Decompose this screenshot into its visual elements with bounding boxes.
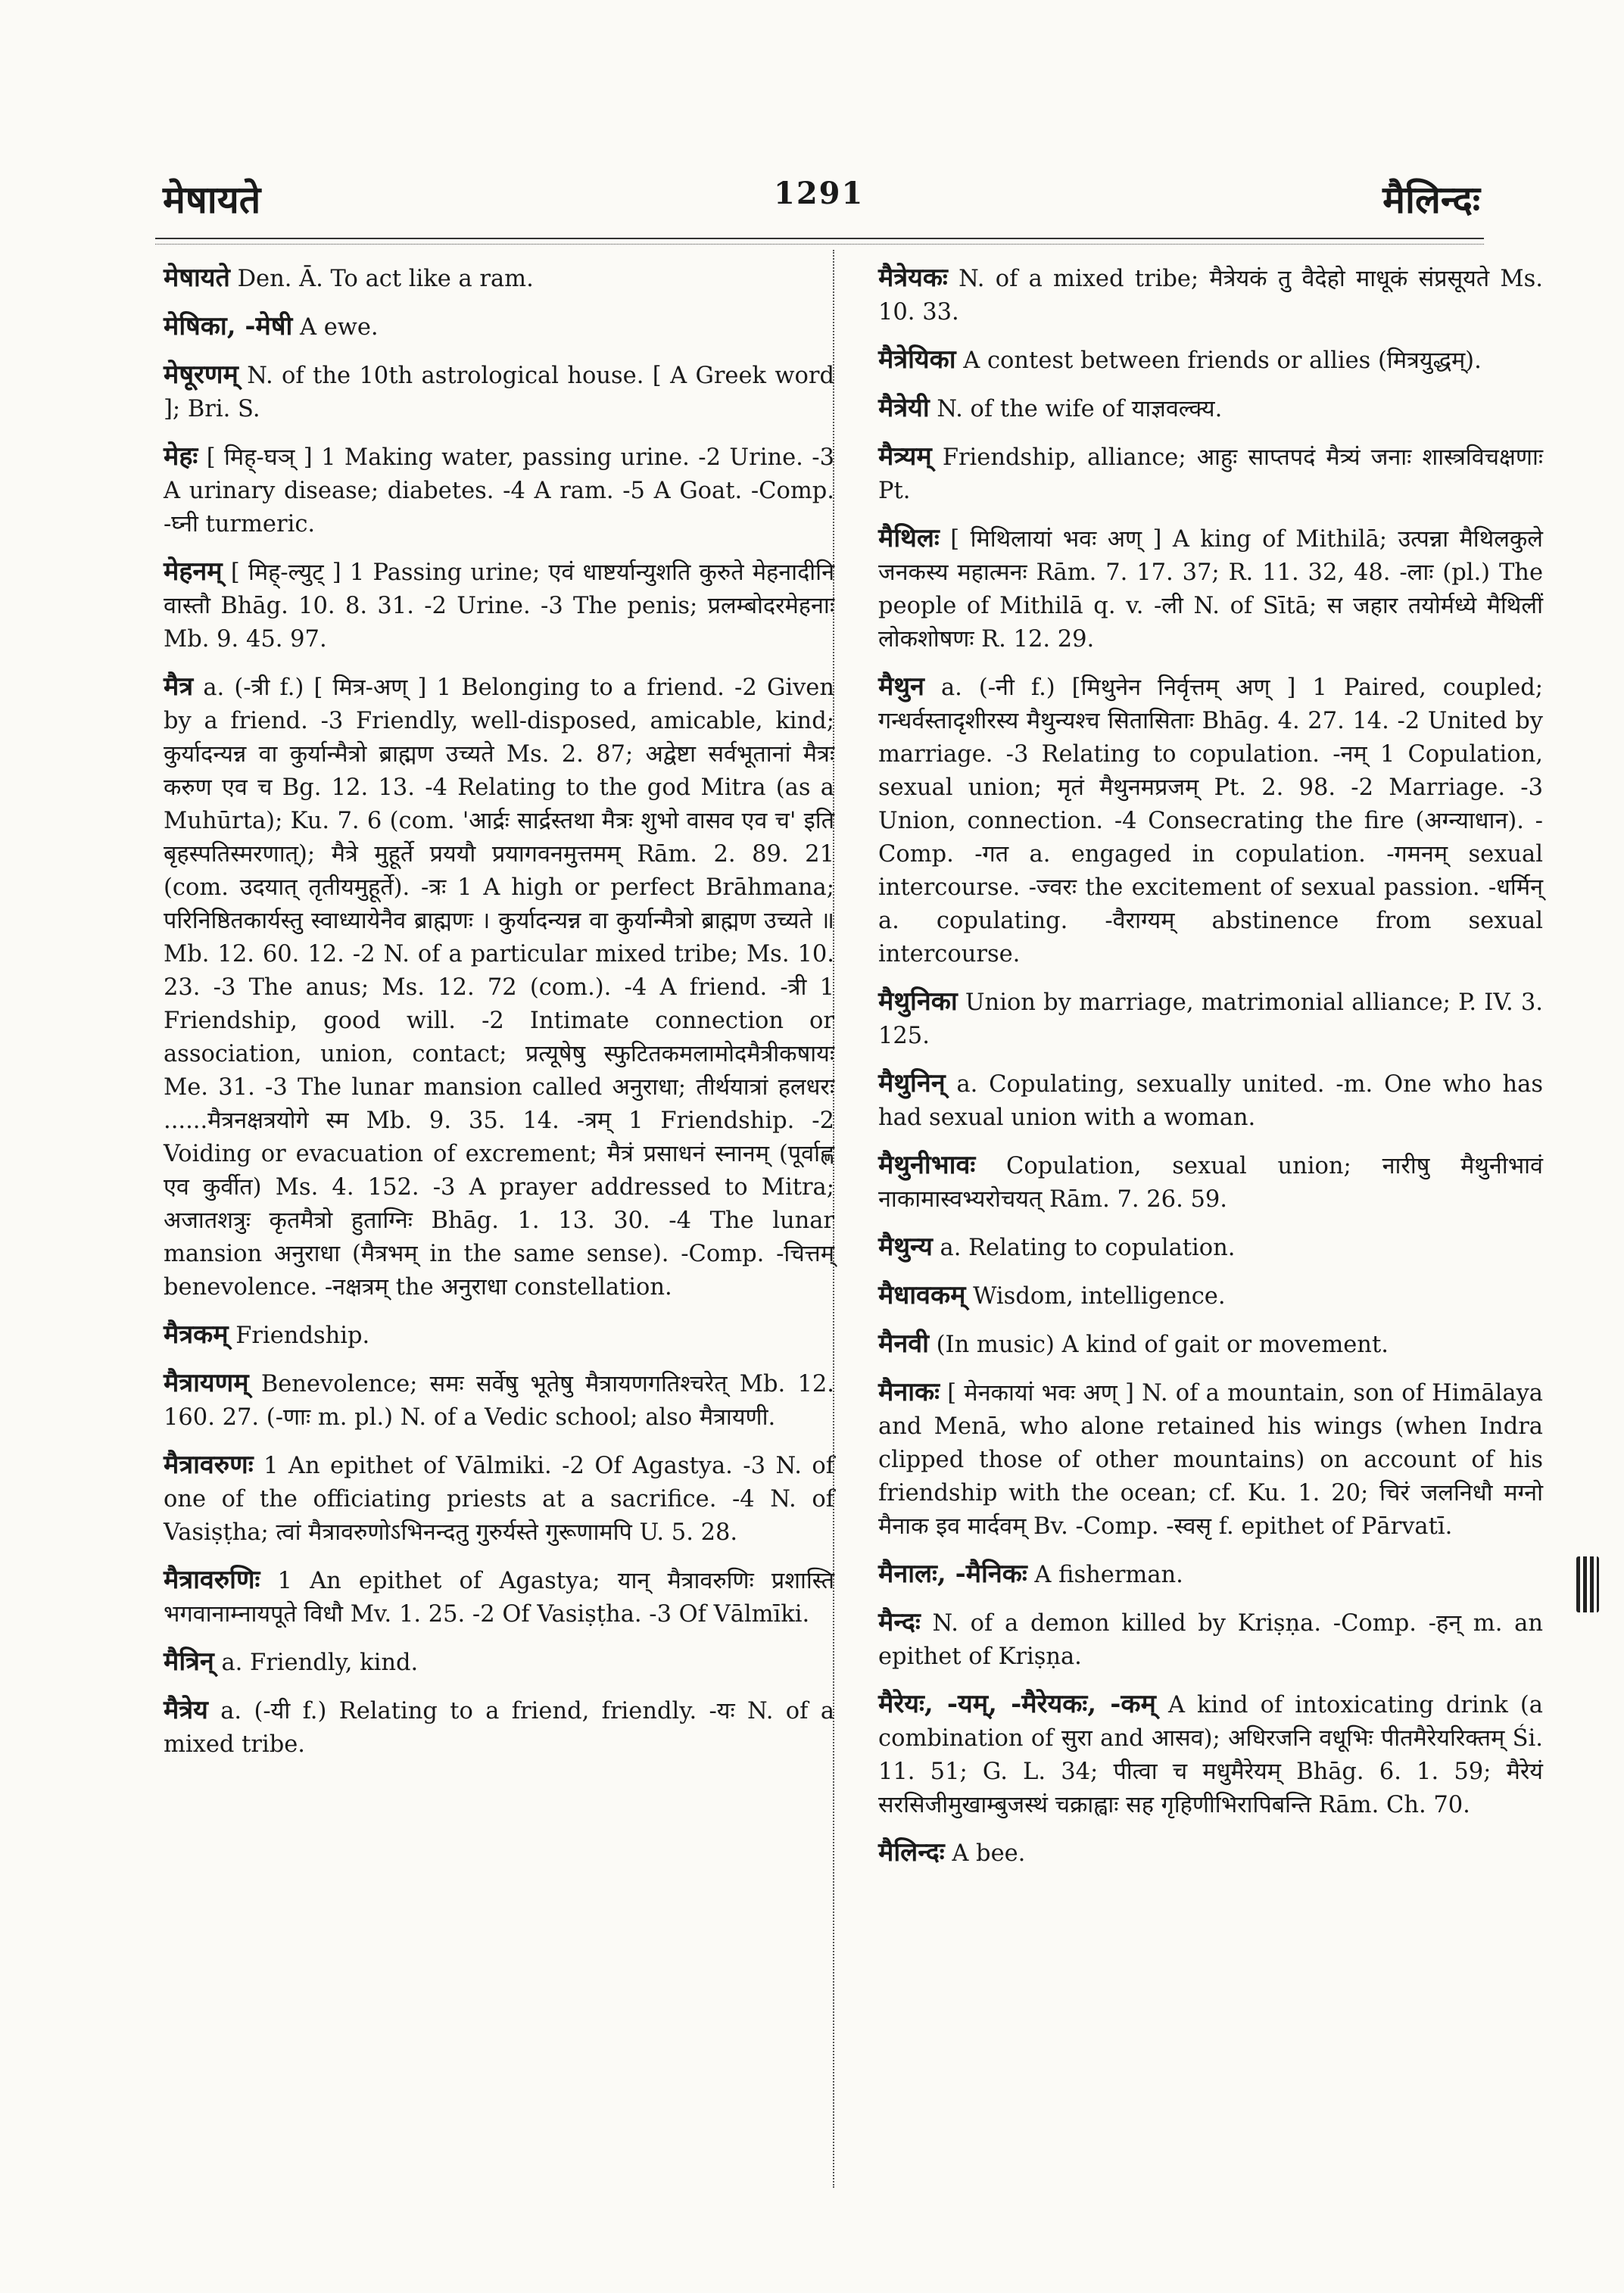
entry-headword: मैत्रेयकः <box>878 263 948 293</box>
entry-headword: मैरेयः, -यम्, -मैरेयकः, -कम् <box>878 1689 1156 1719</box>
entry-definition: Union by marriage, matrimonial alliance; P. IV. 3. 125. <box>878 989 1543 1049</box>
dictionary-entry <box>164 1318 834 1353</box>
entry-definition: Friendship. <box>235 1323 370 1349</box>
entry-definition: a. Copulating, sexually united. -m. One who has had sexual union with a woman. <box>878 1071 1543 1131</box>
entry-definition: 1 An epithet of Agastya; यान् मैत्रावरुणिः प्रशास्ति भगवानाम्नायपूते विधौ Mv. 1. 25. -2 Of Vasiṣṭha. -3 Of Vālmīki. <box>164 1568 834 1628</box>
entry-headword: मैत्रकम् <box>164 1319 229 1350</box>
entry-headword: मैन्दः <box>878 1607 921 1637</box>
entry-definition: [ मिह्-घञ् ] 1 Making water, passing urine. -2 Urine. -3 A urinary disease; diabetes. -4 A ram. -5 A Goat. -Comp. -घ्नी turmeric. <box>164 444 834 537</box>
dictionary-entry <box>878 670 1543 971</box>
entry-headword: मैथुन <box>878 671 924 702</box>
entry-definition: Den. Ā. To act like a ram. <box>237 266 534 292</box>
entry-headword: मैथुनीभावः <box>878 1150 976 1180</box>
entry-headword: मैत्रावरुणिः <box>164 1565 260 1595</box>
dictionary-entry <box>878 1836 1543 1871</box>
entry-headword: मेहनम् <box>164 556 223 587</box>
dictionary-entry <box>878 1279 1543 1313</box>
entry-headword: मैलिन्दः <box>878 1837 945 1868</box>
dictionary-entry <box>878 343 1543 378</box>
entry-definition: 1 An epithet of Vālmiki. -2 Of Agastya. -3 N. of one of the officiating priests at a sacrifice. -4 N. of Vasiṣṭha; त्वां मैत्रावरुणोऽभिनन्दतु गुरुर्यस्ते गुरूणामपि U. 5. 28. <box>164 1453 834 1546</box>
entry-headword: मैत्रेयिका <box>878 344 956 375</box>
dictionary-entry <box>164 261 834 296</box>
header-dotted-rule <box>155 244 1484 245</box>
entry-definition: Copulation, sexual union; नारीषु मैथुनीभावं नाकामास्वभ्यरोचयत् Rām. 7. 26. 59. <box>878 1153 1543 1213</box>
left-running-headword: मेषायते <box>163 177 261 222</box>
dictionary-entry <box>164 555 834 656</box>
entry-headword: मैनाकः <box>878 1377 940 1407</box>
margin-thumb-index-mark <box>1576 1556 1599 1612</box>
entry-headword: मैथुनिन् <box>878 1068 946 1098</box>
entry-headword: मैत्रेय <box>164 1695 208 1725</box>
entry-headword: मैत्रावरुणः <box>164 1450 254 1480</box>
dictionary-entry <box>164 1563 834 1631</box>
entry-definition: A ewe. <box>300 314 379 341</box>
entry-definition: N. of the wife of याज्ञवल्क्य. <box>937 396 1223 422</box>
dictionary-entry <box>878 1557 1543 1592</box>
dictionary-entry <box>164 1448 834 1550</box>
dictionary-entry <box>164 1693 834 1762</box>
dictionary-entry <box>878 391 1543 426</box>
dictionary-entry <box>878 1230 1543 1265</box>
dictionary-entry <box>164 358 834 426</box>
entry-definition: A kind of intoxicating drink (a combination of सुरा and आसव); अधिरजनि वधूभिः पीतमैरेयरिक्तम् Śi. 11. 51; G. L. 34; पीत्वा च मधुमैरेयम् Bhāg. 6. 1. 59; मैरेयं सरसिजीमुखाम्बुजस्थं चक्राह्वाः सह गृहिणीभिरापिबन्ति Rām. Ch. 70. <box>878 1692 1543 1818</box>
left-column <box>164 261 834 1775</box>
dictionary-entry <box>164 310 834 344</box>
page-number: 1291 <box>774 176 865 211</box>
entry-definition: a. (-यी f.) Relating to a friend, friendly. -यः N. of a mixed tribe. <box>164 1698 834 1758</box>
dictionary-entry <box>878 1148 1543 1217</box>
entry-headword: मैत्र <box>164 671 194 702</box>
entry-headword: मैत्रिन् <box>164 1647 214 1677</box>
entry-headword: मैथिलः <box>878 523 940 553</box>
entry-headword: मेषूरणम् <box>164 360 238 390</box>
entry-definition: A contest between friends or allies (मित्रयुद्धम्). <box>963 347 1482 374</box>
entry-definition: [ मिह्-ल्युट् ] 1 Passing urine; एवं धाष्टर्यान्युशति कुरुते मेहनादीनि वास्तौ Bhāg. 10. 8. 31. -2 Urine. -3 The penis; प्रलम्बोदरमेहनाः Mb. 9. 45. 97. <box>164 559 835 653</box>
dictionary-entry <box>164 440 834 541</box>
entry-definition: Friendship, alliance; आहुः साप्तपदं मैत्र्यं जनाः शास्त्रविचक्षणाः Pt. <box>878 444 1544 504</box>
entry-definition: Wisdom, intelligence. <box>973 1283 1226 1310</box>
entry-headword: मैथुनिका <box>878 986 958 1017</box>
dictionary-entry <box>878 1375 1543 1544</box>
entry-headword: मेषायते <box>164 263 230 293</box>
dictionary-entry <box>878 985 1543 1053</box>
entry-headword: मैथुन्य <box>878 1232 933 1262</box>
entry-definition: N. of the 10th astrological house. [ A Greek word ]; Bri. S. <box>164 363 834 422</box>
entry-definition: a. (-नी f.) [मिथुनेन निर्वृत्तम् अण् ] 1 Paired, coupled; गन्धर्वस्तादृशीरस्य मैथुन्यश्च सितासिताः Bhāg. 4. 27. 14. -2 United by marriage. -3 Relating to copulation. -नम् 1 Copulation, sexual union; मृतं मैथुनमप्रजम् Pt. 2. 98. -2 Marriage. -3 Union, connection. -4 Consecrating the fire (अग्न्याधान). -Comp. -गत a. engaged in copulation. -गमनम् sexual intercourse. -ज्वरः the excitement of sexual passion. -धर्मिन् a. copulating. -वैराग्यम् abstinence from sexual intercourse. <box>878 675 1543 967</box>
dictionary-entry <box>164 1645 834 1680</box>
right-column <box>878 261 1543 1884</box>
entry-definition: a. Friendly, kind. <box>221 1650 419 1676</box>
entry-definition: A bee. <box>952 1840 1026 1867</box>
page-header <box>0 0 1624 242</box>
entry-headword: मेषिका, -मेषी <box>164 311 293 341</box>
right-running-headword: मैलिन्दः <box>1382 177 1480 222</box>
dictionary-entry <box>164 670 834 1304</box>
entry-definition: N. of a mixed tribe; मैत्रेयकं तु वैदेहो माधूकं संप्रसूयते Ms. 10. 33. <box>878 266 1543 326</box>
entry-definition: (In music) A kind of gait or movement. <box>936 1332 1389 1358</box>
entry-headword: मैनवी <box>878 1329 929 1359</box>
entry-headword: मैत्रेयी <box>878 393 930 423</box>
entry-headword: मेहः <box>164 441 198 472</box>
dictionary-entry <box>878 1606 1543 1674</box>
entry-definition: [ मेनकायां भवः अण् ] N. of a mountain, son of Himālaya and Menā, who alone retained his wings (when Indra clipped those of other mountains) on account of his friendship with the ocean; cf. Ku. 1. 20; चिरं जलनिधौ मग्नो मैनाक इव मार्दवम् Bv. -Comp. -स्वसृ f. epithet of Pārvatī. <box>878 1380 1543 1540</box>
dictionary-entry <box>878 440 1543 508</box>
dictionary-entry <box>878 261 1543 329</box>
entry-definition: N. of a demon killed by Kriṣṇa. -Comp. -हन् m. an epithet of Kriṣṇa. <box>878 1610 1543 1670</box>
dictionary-entry <box>164 1366 834 1435</box>
dictionary-entry <box>878 522 1543 656</box>
dictionary-entry <box>878 1067 1543 1135</box>
entry-headword: मैधावकम् <box>878 1280 966 1310</box>
entry-definition: A fisherman. <box>1034 1562 1183 1588</box>
header-rule <box>155 238 1484 239</box>
entry-definition: [ मिथिलायां भवः अण् ] A king of Mithilā; उत्पन्ना मैथिलकुले जनकस्य महात्मनः Rām. 7. 17. 37; R. 11. 32, 48. -लाः (pl.) The people of Mithilā q. v. -ली N. of Sītā; स जहार तयोर्मध्ये मैथिलीं लोकशोषणः R. 12. 29. <box>878 526 1543 653</box>
entry-definition: Benevolence; समः सर्वेषु भूतेषु मैत्रायणगतिश्चरेत् Mb. 12. 160. 27. (-णाः m. pl.) N. of a Vedic school; also मैत्रायणी. <box>164 1371 834 1431</box>
dictionary-entry <box>878 1327 1543 1362</box>
entry-headword: मैनालः, -मैनिकः <box>878 1559 1027 1589</box>
entry-definition: a. (-त्री f.) [ मित्र-अण् ] 1 Belonging to a friend. -2 Given by a friend. -3 Friendly, well-disposed, amicable, kind; कुर्यादन्यन्न वा कुर्यान्मैत्रो ब्राह्मण उच्यते Ms. 2. 87; अद्वेष्टा सर्वभूतानां मैत्रः करुण एव च Bg. 12. 13. -4 Relating to the god Mitra (as a Muhūrta); Ku. 7. 6 (com. 'आर्द्रः सार्द्रस्तथा मैत्रः शुभो वासव एव च' इति बृहस्पतिस्मरणात्); मैत्रे मुहूर्ते प्रययौ प्रयागवनमुत्तमम् Rām. 2. 89. 21 (com. उदयात् तृतीयमुहूर्ते). -त्रः 1 A high or perfect Brāhmana; परिनिष्ठितकार्यस्तु स्वाध्यायेनैव ब्राह्मणः । कुर्यादन्यन्न वा कुर्यान्मैत्रो ब्राह्मण उच्यते ॥ Mb. 12. 60. 12. -2 N. of a particular mixed tribe; Ms. 10. 23. -3 The anus; Ms. 12. 72 (com.). -4 A friend. -त्री 1 Friendship, good will. -2 Intimate connection or association, union, contact; प्रत्यूषेषु स्फुटितकमलामोदमैत्रीकषायः Me. 31. -3 The lunar mansion called अनुराधा; तीर्थयात्रां हलधरः ......मैत्रनक्षत्रयोगे स्म Mb. 9. 35. 14. -त्रम् 1 Friendship. -2 Voiding or evacuation of excrement; मैत्रं प्रसाधनं स्नानम् (पूर्वाह्ण एव कुर्वीत) Ms. 4. 152. -3 A prayer addressed to Mitra; अजातशत्रुः कृतमैत्रो हुताग्निः Bhāg. 1. 13. 30. -4 The lunar mansion अनुराधा (मैत्रभम् in the same sense). -Comp. -चित्तम् benevolence. -नक्षत्रम् the अनुराधा constellation. <box>164 675 834 1301</box>
entry-headword: मैत्रायणम् <box>164 1368 249 1398</box>
entry-definition: a. Relating to copulation. <box>940 1235 1236 1261</box>
dictionary-entry <box>878 1687 1543 1822</box>
entry-headword: मैत्र्यम् <box>878 441 932 472</box>
